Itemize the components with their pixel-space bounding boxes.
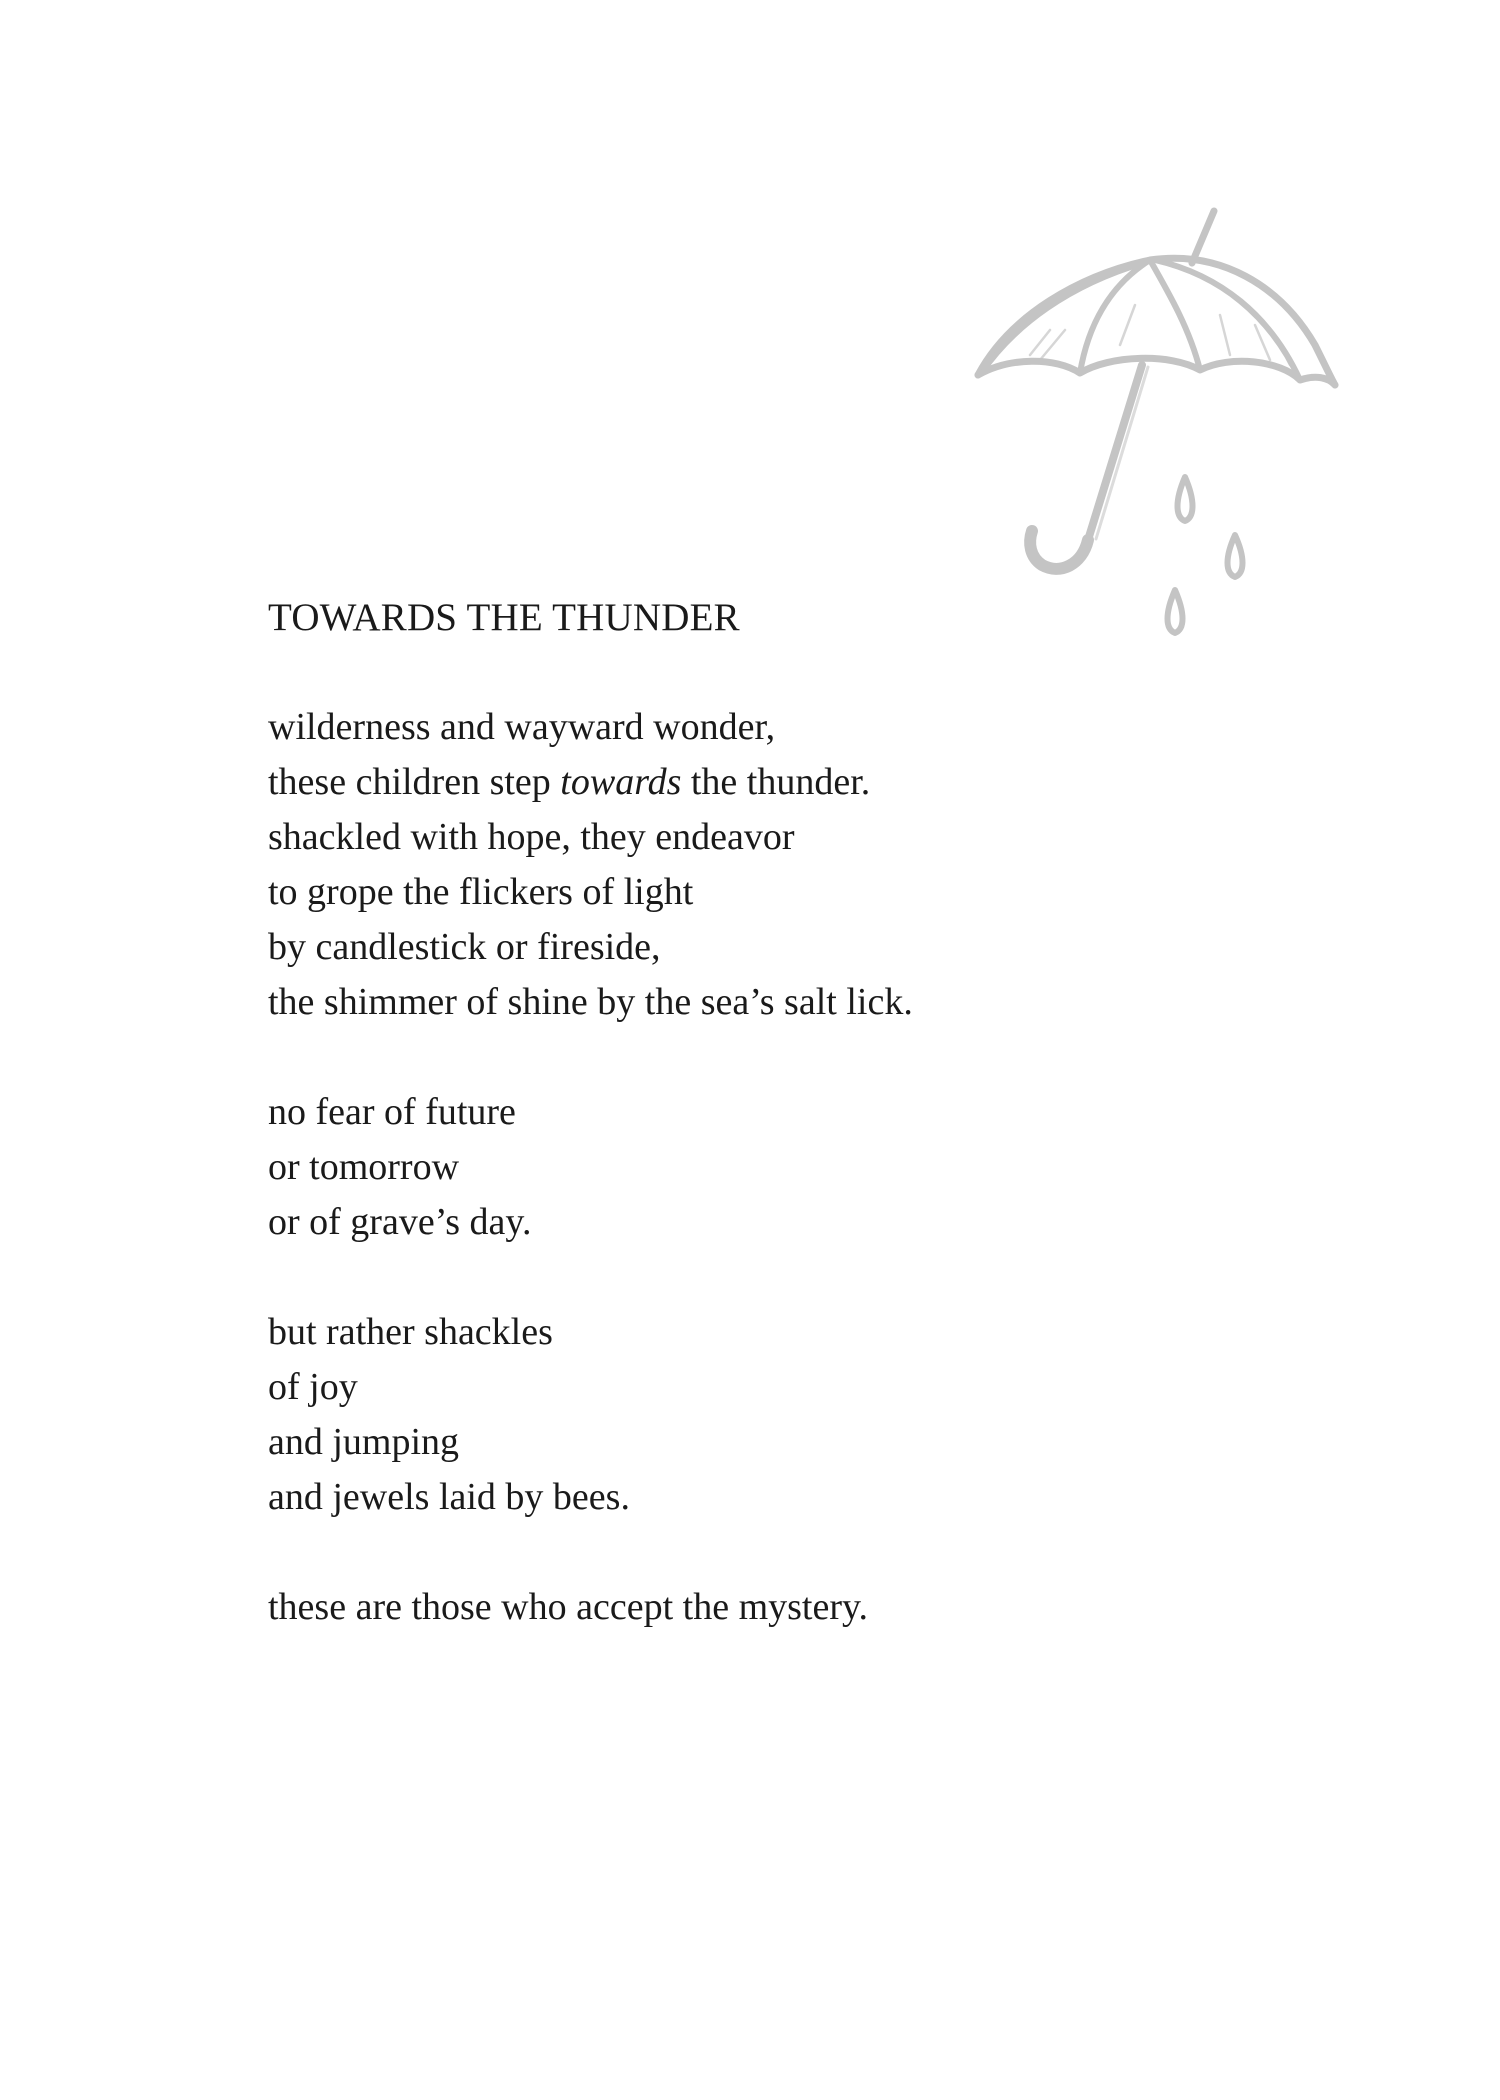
poem-line: or tomorrow — [268, 1146, 460, 1188]
stanza-3 — [268, 1305, 1368, 1525]
poem-line-with-emphasis — [268, 755, 1368, 810]
poem-line: and jumping — [268, 1421, 460, 1463]
umbrella-icon — [970, 205, 1350, 645]
poem-line: no fear of future — [268, 1091, 516, 1133]
poem-line: of joy — [268, 1366, 358, 1408]
poem-line: but rather shackles — [268, 1311, 553, 1353]
poem — [268, 590, 1368, 1690]
poem-line: the shimmer of shine by the sea’s salt lick. — [268, 981, 913, 1023]
poem-title: TOWARDS THE THUNDER — [268, 596, 740, 639]
stanza-4 — [268, 1580, 1368, 1635]
poem-line: or of grave’s day. — [268, 1201, 532, 1243]
poem-line: shackled with hope, they endeavor — [268, 816, 795, 858]
stanza-2 — [268, 1085, 1368, 1250]
line-text: the thunder. — [681, 761, 871, 803]
stanza-1 — [268, 700, 1368, 1030]
poem-line: to grope the flickers of light — [268, 871, 694, 913]
poem-line: wilderness and wayward wonder, — [268, 706, 776, 748]
poem-line: these are those who accept the mystery. — [268, 1586, 869, 1628]
emphasized-word: towards — [560, 761, 682, 803]
umbrella-rain-illustration — [970, 205, 1350, 645]
poem-line: and jewels laid by bees. — [268, 1476, 630, 1518]
poem-line: by candlestick or fireside, — [268, 926, 661, 968]
line-text: these children step — [268, 761, 561, 803]
